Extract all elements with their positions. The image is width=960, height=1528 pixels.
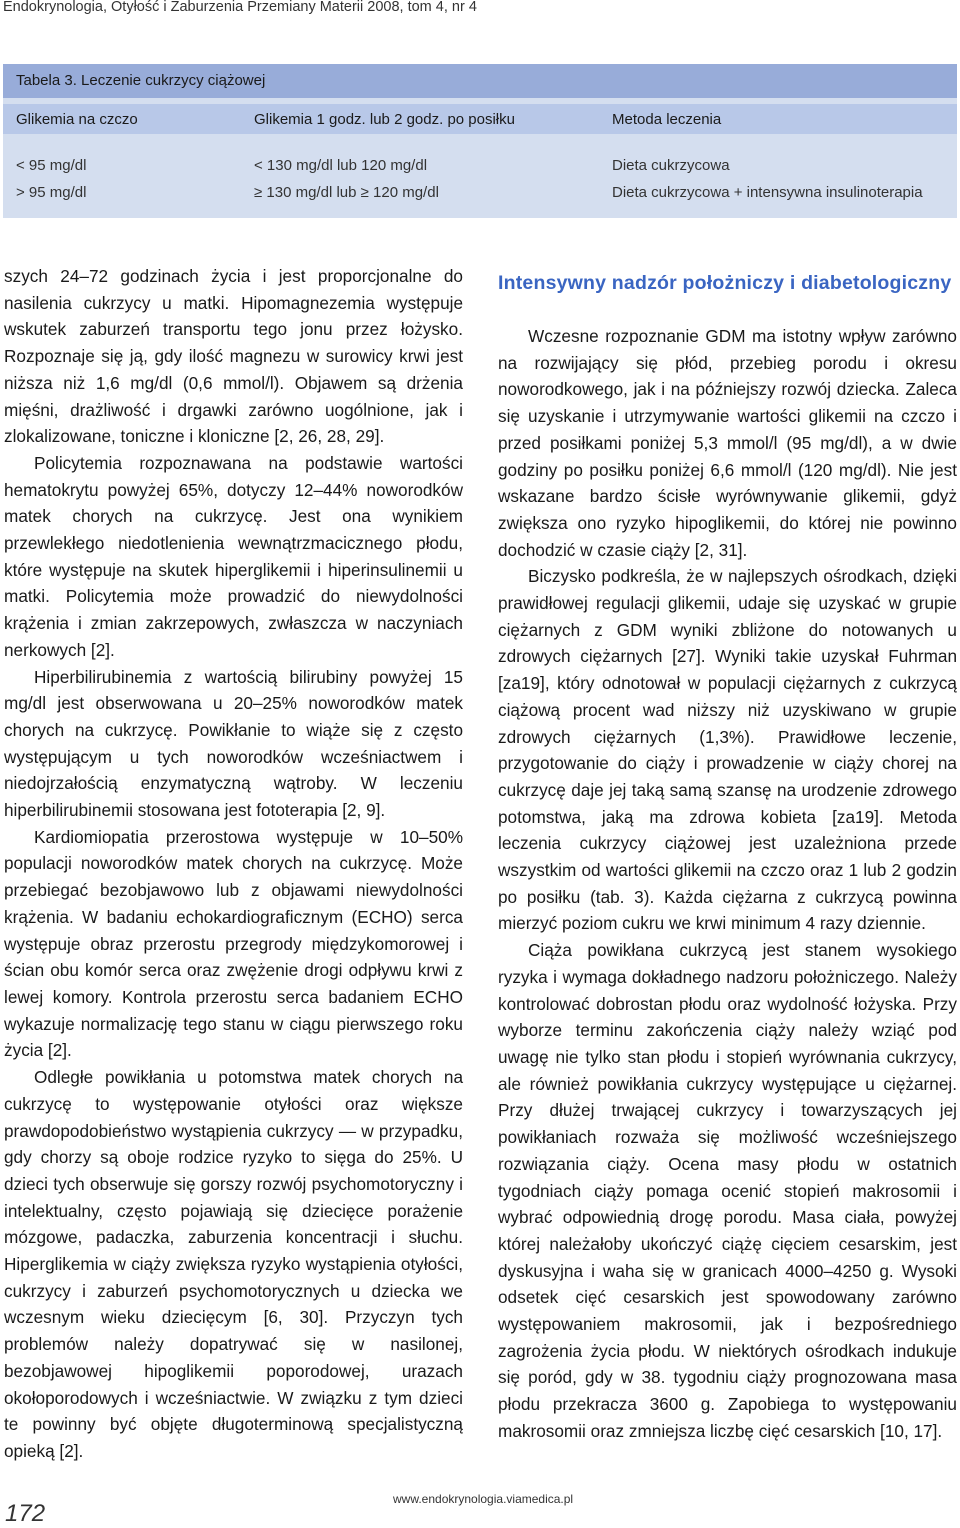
table-cell: > 95 mg/dl bbox=[16, 184, 87, 201]
paragraph: Wczesne rozpoznanie GDM ma istotny wpływ zarówno na rozwijający się płód, przebieg porodu i okresu noworodkowego, jak i na późniejszy rozwój dziecka. Zaleca się uzyskanie i utrzymywanie wartości glikemii na czczo i przed posiłkami poniżej 5,3 mmol/l (95 mg/dl), a w dwie godziny po posiłku poniżej 6,6 mmol/l (120 mg/dl). Nie jest wskazane bardzo ścisłe wyrównywanie glikemii, gdyż zwiększa ono ryzyko hipoglikemii, do której nie powinno dochodzić w czasie ciąży [2, 31]. bbox=[498, 326, 957, 560]
paragraph: Biczysko podkreśla, że w najlepszych ośrodkach, dzięki prawidłowej regulacji glikemii, udaje się uzyskać w grupie ciężarnych z GDM wyniki zbliżone do notowanych u zdrowych ciężarnych [27]. Wyniki takie uzyskał Fuhrman [za19], który odnotował w populacji ciężarnych z cukrzycą ciążową procent wad niższy niż uzyskiwano w grupie zdrowych ciężarnych (1,3%). Prawidłowe leczenie, przygotowanie do ciąży i prowadzenie w ciąży chorej na cukrzycę daje jej taką samą szansę na urodzenie zdrowego potomstwa, jaką ma zdrowa kobieta [za19]. Metoda leczenia cukrzycy ciążowej jest uzależniona przede wszystkim od wartości glikemii na czczo oraz 1 lub 2 godzin po posiłku (tab. 3). Każda ciężarna z cukrzycą powinna mierzyć poziom cukru we krwi minimum 4 razy dziennie. bbox=[498, 566, 957, 934]
section-heading: Intensywny nadzór położniczy i diabetologiczny bbox=[498, 272, 952, 294]
left-column bbox=[4, 263, 463, 1465]
table-header-row bbox=[3, 104, 957, 134]
paragraph: Policytemia rozpoznawana na podstawie wartości hematokrytu powyżej 65%, dotyczy 12–44% noworodków matek chorych na cukrzycę. Jest ona wynikiem przewlekłego niedotlenienia wewnątrzmacicznego płodu, które występuje na skutek hiperglikemii i hiperinsulinemii u matki. Policytemia może prowadzić do niewydolności krążenia i zmian zakrzepowych, zwłaszcza w naczyniach nerkowych [2]. bbox=[4, 452, 463, 660]
running-header: Endokrynologia, Otyłość i Zaburzenia Przemiany Materii 2008, tom 4, nr 4 bbox=[3, 0, 477, 15]
table-cell: ≥ 130 mg/dl lub ≥ 120 mg/dl bbox=[254, 184, 439, 201]
page-number: 172 bbox=[5, 1500, 46, 1527]
paragraph: Hiperbilirubinemia z wartością bilirubiny powyżej 15 mg/dl jest obserwowana u 20–25% noworodków matek chorych na cukrzycę. Powikłanie to wiąże się z często występującym u tych noworodków wcześniactwem i niedojrzałością enzymatyczną wątroby. W leczeniu hiperbilirubinemii stosowana jest fototerapia [2, 9]. bbox=[4, 666, 463, 821]
paragraph: Odległe powikłania u potomstwa matek chorych na cukrzycę to występowanie otyłości oraz większe prawdopodobieństwo wystąpienia cukrzycy — w przypadku, gdy chorzy są oboje rodzice ryzyko to sięga do 25%. U dzieci tych obserwuje się gorszy rozwój psychomotoryczny i intelektualny, często pojawiają się dziecięce porażenie mózgowe, padaczka, zaburzenia koncentracji i słuchu. Hiperglikemia w ciąży zwiększa ryzyko wystąpienia otyłości, cukrzycy i zaburzeń psychomotorycznych u dziecka we wczesnym wieku dziecięcym [6, 30]. Przyczyn tych problemów należy dopatrywać się w nasilonej, bezobjawowej hipoglikemii poporodowej, urazach okołoporodowych i wcześniactwie. W związku z tym dzieci te powinny być objęte długoterminową specjalistyczną opieką [2]. bbox=[4, 1067, 463, 1461]
footer-url: www.endokrynologia.viamedica.pl bbox=[393, 1492, 574, 1506]
table-cell: < 130 mg/dl lub 120 mg/dl bbox=[254, 157, 428, 174]
table-column-header: Metoda leczenia bbox=[612, 111, 722, 128]
table-column-header: Glikemia na czczo bbox=[16, 111, 138, 128]
paragraph: Ciąża powikłana cukrzycą jest stanem wysokiego ryzyka i wymaga dokładnego nadzoru położniczego. Należy kontrolować dobrostan płodu oraz wydolność łożyska. Przy wyborze terminu zakończenia ciąży należy wziąć pod uwagę nie tylko stan płodu i stopień wyrównania cukrzycy, ale również powikłania cukrzycy występujące u ciężarnej. Przy dłużej trwającej cukrzycy i towarzyszących jej powikłaniach rozważa się możliwość wcześniejszego rozwiązania ciąży. Ocena masy płodu w ostatnich tygodniach ciąży pomaga ocenić stopień makrosomii i wybrać odpowiednią drogę porodu. Masa ciała, powyżej której należałoby ukończyć ciążę cięciem cesarskim, jest dyskusyjna i waha się w granicach 4000–4250 g. Wysoki odsetek cięć cesarskich jest spowodowany zarówno występowaniem makrosomii, jak i bezpośredniego zagrożenia życia płodu. W niektórych ośrodkach indukuje się poród, gdy w 38. tygodniu ciąży prognozowana masa płodu przekracza 3600 g. Zapobiega to występowaniu makrosomii oraz zmniejsza liczbę cięć cesarskich [10, 17]. bbox=[498, 940, 957, 1441]
table-cell: Dieta cukrzycowa + intensywna insulinoterapia bbox=[612, 184, 923, 201]
right-column bbox=[498, 263, 957, 1445]
treatment-table bbox=[3, 64, 957, 218]
table-cell: Dieta cukrzycowa bbox=[612, 157, 730, 174]
table-title: Tabela 3. Leczenie cukrzycy ciążowej bbox=[16, 72, 266, 89]
paragraph: Kardiomiopatia przerostowa występuje w 10–50% populacji noworodków matek chorych na cukrzycę. Może przebiegać bezobjawowo lub z objawami niewydolności krążenia. W badaniu echokardiograficznym (ECHO) serca występuje obraz przerostu przegrody międzykomorowej i ścian obu komór serca oraz zwężenie drogi odpływu krwi z lewej komory. Kontrola przerostu serca badaniem ECHO wykazuje normalizację tego stanu w ciągu pierwszego roku życia [2]. bbox=[4, 826, 463, 1061]
table-column-header: Glikemia 1 godz. lub 2 godz. po posiłku bbox=[254, 111, 515, 128]
table-cell: < 95 mg/dl bbox=[16, 157, 87, 174]
table-title-bar bbox=[3, 64, 957, 98]
paragraph: szych 24–72 godzinach życia i jest proporcjonalne do nasilenia cukrzycy u matki. Hipomagnezemia występuje wskutek zaburzeń transportu tego jonu przez łożysko. Rozpoznaje się ją, gdy ilość magnezu w surowicy krwi jest niższa niż 1,6 mg/dl (0,6 mmol/l). Objawem są drżenia mięśni, drażliwość i drgawki zarówno uogólnione, jak i zlokalizowane, toniczne i kloniczne [2, 26, 28, 29]. bbox=[4, 266, 463, 447]
